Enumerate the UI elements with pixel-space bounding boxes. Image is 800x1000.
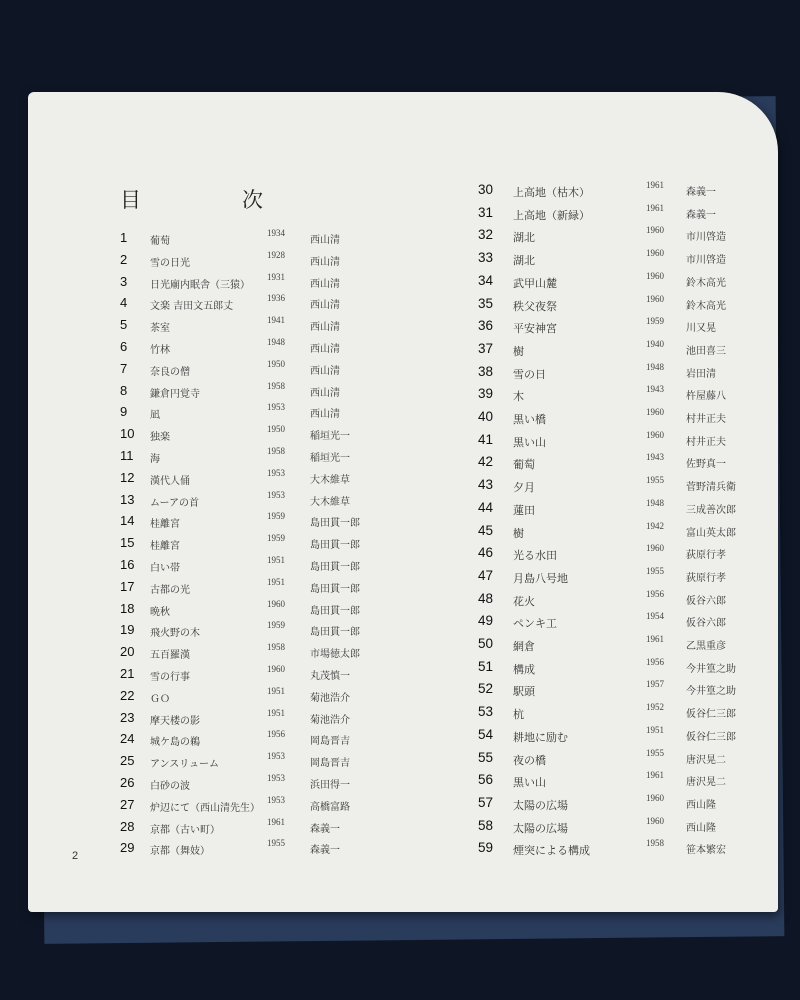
entry-number: 55 — [478, 749, 494, 765]
entry-number: 12 — [120, 469, 135, 485]
entry-author: 菅野清兵衛 — [686, 482, 736, 494]
entry-year: 1950 — [267, 424, 285, 435]
entry-title: 光る水田 — [513, 549, 557, 563]
entry-author: 島田貫一郎 — [310, 540, 360, 552]
entry-author: 西山清 — [310, 278, 340, 290]
entry-author: 島田貫一郎 — [310, 518, 360, 530]
entry-number: 13 — [120, 491, 135, 507]
entry-author: 稲垣光一 — [310, 453, 350, 464]
entry-title: 漢代人俑 — [150, 475, 190, 487]
entry-year: 1943 — [646, 452, 664, 463]
entry-title: 雪の行事 — [150, 672, 190, 683]
entry-number: 29 — [120, 840, 135, 856]
entry-number: 17 — [120, 578, 135, 594]
entry-year: 1948 — [267, 337, 285, 347]
entry-number: 49 — [478, 613, 494, 629]
entry-number: 21 — [120, 666, 135, 681]
entry-author: 西山清 — [310, 365, 340, 377]
entry-year: 1951 — [267, 707, 285, 718]
entry-number: 24 — [120, 731, 135, 747]
entry-year: 1953 — [267, 794, 285, 805]
entry-title: 茶室 — [150, 323, 170, 335]
entry-title: 鎌倉円覚寺 — [150, 388, 200, 400]
entry-title: 上高地（新緑） — [513, 208, 590, 222]
entry-year: 1953 — [267, 489, 285, 500]
entry-number: 22 — [120, 687, 135, 703]
entry-author: 丸茂慎一 — [310, 671, 350, 682]
entry-number: 1 — [120, 230, 128, 245]
entry-number: 45 — [478, 522, 494, 538]
entry-year: 1961 — [646, 634, 664, 644]
entry-title: 夕月 — [513, 481, 535, 495]
entry-number: 9 — [120, 404, 128, 420]
entry-year: 1941 — [267, 315, 285, 326]
entry-author: 荻原行孝 — [686, 572, 726, 584]
entry-number: 42 — [478, 454, 494, 470]
entry-number: 57 — [478, 794, 494, 810]
entry-year: 1954 — [646, 611, 664, 622]
entry-title: 海 — [150, 454, 160, 465]
entry-title: 竹林 — [150, 345, 170, 356]
entry-number: 8 — [120, 382, 128, 398]
entry-year: 1960 — [646, 407, 664, 417]
entry-number: 30 — [478, 182, 494, 197]
entry-author: 西山清 — [310, 300, 340, 312]
entry-number: 26 — [120, 775, 135, 790]
entry-year: 1936 — [267, 293, 285, 304]
entry-title: 樹 — [513, 526, 524, 540]
entry-number: 19 — [120, 622, 135, 638]
entry-author: 川又晃 — [686, 323, 716, 335]
entry-title: ムーアの首 — [150, 497, 199, 509]
entry-author: 唐沢晃二 — [686, 754, 726, 766]
entry-author: 仮谷六郎 — [686, 595, 726, 607]
entry-title: 葡萄 — [150, 236, 170, 247]
entry-title: 杭 — [513, 708, 524, 722]
entry-number: 35 — [478, 295, 494, 311]
entry-title: 湖北 — [513, 254, 535, 268]
entry-number: 6 — [120, 339, 128, 354]
entry-number: 31 — [478, 204, 494, 220]
entry-title: 桂離宮 — [150, 519, 180, 531]
entry-author: 仮谷六郎 — [686, 618, 726, 630]
entry-author: 菊池浩介 — [310, 692, 350, 704]
entry-author: 西山隆 — [686, 799, 716, 811]
entry-year: 1953 — [267, 773, 285, 783]
entry-year: 1958 — [267, 446, 285, 456]
entry-number: 2 — [120, 251, 128, 267]
entry-number: 3 — [120, 273, 128, 289]
entry-author: 富山英太郎 — [686, 527, 736, 539]
entry-year: 1960 — [646, 429, 664, 440]
entry-number: 20 — [120, 644, 135, 660]
entry-title: 独楽 — [150, 432, 170, 444]
entry-title: 太陽の広場 — [513, 821, 568, 835]
entry-title: 花火 — [513, 594, 535, 608]
entry-title: 網倉 — [513, 640, 535, 653]
entry-author: 市川啓造 — [686, 232, 726, 244]
entry-title: 耕地に励む — [513, 730, 568, 744]
entry-title: 木 — [513, 390, 524, 404]
entry-number: 10 — [120, 426, 135, 442]
entry-year: 1960 — [646, 248, 664, 259]
entry-author: 西山清 — [310, 256, 340, 268]
entry-year: 1953 — [267, 467, 285, 478]
entry-title: 雪の日光 — [150, 257, 190, 269]
entry-year: 1960 — [646, 543, 664, 554]
entry-number: 23 — [120, 709, 135, 725]
entry-author: 仮谷仁三郎 — [686, 709, 736, 721]
entry-title: 雪の日 — [513, 367, 546, 381]
entry-year: 1931 — [267, 271, 285, 282]
entry-year: 1955 — [646, 475, 664, 486]
entry-number: 14 — [120, 513, 135, 529]
entry-number: 41 — [478, 431, 494, 447]
entry-number: 28 — [120, 818, 135, 834]
entry-year: 1953 — [267, 751, 285, 762]
entry-year: 1960 — [267, 664, 285, 674]
entry-title: 晩秋 — [150, 606, 170, 618]
entry-year: 1955 — [646, 747, 664, 758]
entry-author: 森義一 — [310, 823, 340, 835]
entry-author: 村井正夫 — [686, 436, 726, 448]
entry-author: 西山清 — [310, 409, 340, 421]
entry-year: 1960 — [646, 815, 664, 826]
entry-title: 駅頭 — [513, 685, 535, 699]
entry-number: 32 — [478, 227, 494, 243]
entry-title: 湖北 — [513, 231, 535, 245]
entry-number: 38 — [478, 363, 494, 379]
entry-author: 杵屋藤八 — [686, 391, 726, 403]
entry-author: 市川啓造 — [686, 255, 726, 267]
entry-title: アンスリューム — [150, 759, 219, 771]
entry-year: 1961 — [646, 180, 664, 190]
entry-title: 飛火野の木 — [150, 628, 200, 640]
entry-year: 1950 — [267, 358, 285, 369]
entry-year: 1961 — [267, 816, 285, 827]
entry-number: 54 — [478, 726, 494, 742]
entry-author: 森義一 — [310, 845, 340, 857]
entry-title: 上高地（枯木） — [513, 186, 590, 199]
entry-number: 33 — [478, 250, 494, 266]
entry-year: 1955 — [646, 565, 664, 576]
entry-author: 大木維草 — [310, 474, 350, 486]
entry-author: 村井正夫 — [686, 414, 726, 425]
entry-author: 浜田得一 — [310, 780, 350, 791]
entry-author: 佐野真一 — [686, 459, 726, 471]
entry-year: 1958 — [267, 380, 285, 391]
entry-year: 1957 — [646, 679, 664, 690]
entry-year: 1960 — [646, 792, 664, 803]
toc-title: 目 次 — [120, 188, 303, 212]
entry-number: 46 — [478, 545, 494, 561]
entry-author: 唐沢晃二 — [686, 777, 726, 789]
entry-year: 1948 — [646, 497, 664, 508]
entry-author: 市場徳太郎 — [310, 649, 360, 661]
entry-title: 樹 — [513, 344, 524, 358]
entry-year: 1952 — [646, 702, 664, 713]
entry-year: 1956 — [267, 729, 285, 740]
entry-number: 40 — [478, 409, 494, 424]
entry-author: 仮谷仁三郎 — [686, 731, 736, 743]
entry-author: 森義一 — [686, 209, 716, 221]
entry-year: 1943 — [646, 384, 664, 395]
entry-author: 菊池浩介 — [310, 714, 350, 726]
entry-number: 59 — [478, 840, 494, 856]
entry-title: 黒い山 — [513, 776, 546, 790]
entry-title: 京都（古い町） — [150, 824, 220, 836]
entry-number: 15 — [120, 535, 135, 551]
entry-year: 1956 — [646, 656, 664, 667]
entry-number: 58 — [478, 817, 494, 833]
entry-year: 1958 — [267, 642, 285, 653]
entry-author: 岡島晋吉 — [310, 736, 350, 748]
entry-author: 岩田清 — [686, 368, 716, 380]
entry-author: 今井篁之助 — [686, 663, 736, 675]
entry-number: 50 — [478, 636, 494, 651]
entry-title: 白い帯 — [150, 563, 180, 574]
entry-author: 西山清 — [310, 322, 340, 334]
entry-number: 36 — [478, 318, 494, 334]
entry-number: 18 — [120, 600, 135, 616]
entry-title: 五百羅漢 — [150, 650, 190, 662]
entry-author: 島田貫一郎 — [310, 562, 360, 573]
entry-title: 煙突による構成 — [513, 844, 590, 858]
entry-year: 1948 — [646, 361, 664, 372]
entry-author: 島田貫一郎 — [310, 605, 360, 617]
entry-year: 1960 — [646, 270, 664, 281]
entry-author: 鈴木高光 — [686, 277, 726, 289]
entry-number: 51 — [478, 658, 494, 674]
entry-year: 1955 — [267, 838, 285, 849]
entry-author: 大木維草 — [310, 496, 350, 508]
entry-title: 古都の光 — [150, 584, 190, 596]
entry-author: 高橋富路 — [310, 801, 350, 813]
entry-author: 今井篁之助 — [686, 686, 736, 698]
entry-title: 摩天楼の影 — [150, 715, 200, 727]
entry-number: 47 — [478, 567, 494, 583]
entry-number: 7 — [120, 360, 128, 376]
entry-author: 島田貫一郎 — [310, 627, 360, 639]
entry-number: 4 — [120, 295, 128, 311]
entry-year: 1956 — [646, 588, 664, 599]
entry-year: 1959 — [267, 511, 285, 522]
entry-number: 52 — [478, 681, 494, 697]
entry-title: 黒い橋 — [513, 413, 546, 426]
entry-author: 荻原行孝 — [686, 550, 726, 562]
entry-year: 1960 — [646, 225, 664, 236]
entry-number: 43 — [478, 477, 494, 493]
entry-title: 月島八号地 — [513, 571, 568, 585]
entry-title: 城ケ島の鵜 — [150, 737, 200, 749]
entry-year: 1959 — [267, 620, 285, 631]
entry-number: 48 — [478, 590, 494, 606]
entry-year: 1942 — [646, 520, 664, 531]
entry-number: 27 — [120, 796, 135, 812]
entry-author: 西山隆 — [686, 822, 716, 834]
entry-year: 1934 — [267, 228, 285, 238]
entry-author: 稲垣光一 — [310, 431, 350, 443]
entry-year: 1951 — [267, 576, 285, 587]
entry-title: ＧＯ — [150, 693, 170, 705]
entry-author: 森義一 — [686, 187, 716, 198]
entry-year: 1959 — [646, 316, 664, 327]
entry-title: 白砂の波 — [150, 781, 190, 792]
entry-year: 1940 — [646, 338, 664, 349]
entry-title: 日光廟内眠舎（三猿） — [150, 279, 250, 291]
entry-year: 1958 — [646, 838, 664, 849]
book-page — [28, 92, 778, 912]
entry-title: 黒い山 — [513, 435, 546, 449]
entry-title: 夜の橋 — [513, 753, 546, 767]
entry-number: 11 — [120, 448, 134, 463]
entry-title: 葡萄 — [513, 458, 535, 472]
entry-year: 1951 — [646, 724, 664, 735]
entry-year: 1959 — [267, 533, 285, 544]
page-number: 2 — [72, 850, 79, 862]
entry-title: ペンキ工 — [513, 617, 557, 631]
entry-title: 蓮田 — [513, 503, 535, 517]
entry-title: 凪 — [150, 410, 160, 422]
entry-author: 鈴木高光 — [686, 300, 726, 312]
entry-year: 1953 — [267, 402, 285, 413]
entry-number: 5 — [120, 317, 128, 333]
entry-year: 1961 — [646, 202, 664, 213]
entry-author: 笹本繁宏 — [686, 845, 726, 857]
entry-year: 1961 — [646, 770, 664, 781]
entry-title: 構成 — [513, 662, 535, 676]
entry-title: 桂離宮 — [150, 541, 180, 553]
entry-number: 34 — [478, 272, 494, 288]
entry-author: 乙黒重彦 — [686, 641, 726, 652]
entry-year: 1928 — [267, 249, 285, 260]
entry-number: 39 — [478, 386, 494, 402]
entry-number: 37 — [478, 340, 494, 356]
entry-number: 25 — [120, 753, 135, 769]
entry-number: 56 — [478, 772, 494, 788]
entry-number: 16 — [120, 557, 135, 572]
entry-author: 三成善次郎 — [686, 504, 736, 516]
entry-number: 44 — [478, 499, 494, 515]
entry-author: 池田喜三 — [686, 345, 726, 357]
entry-year: 1960 — [267, 598, 285, 609]
entry-number: 53 — [478, 704, 494, 720]
entry-author: 島田貫一郎 — [310, 583, 360, 595]
entry-year: 1960 — [646, 293, 664, 304]
entry-title: 文楽 吉田文五郎丈 — [150, 301, 234, 313]
entry-title: 京都（舞妓） — [150, 846, 210, 858]
entry-title: 武甲山麓 — [513, 276, 557, 290]
entry-title: 太陽の広場 — [513, 798, 568, 812]
entry-title: 秩父夜祭 — [513, 299, 557, 313]
entry-title: 炉辺にて（西山清先生） — [150, 802, 260, 814]
entry-author: 西山清 — [310, 344, 340, 355]
entry-author: 岡島晋吉 — [310, 758, 350, 770]
entry-title: 奈良の僧 — [150, 366, 190, 378]
entry-author: 西山清 — [310, 387, 340, 399]
entry-author: 西山清 — [310, 235, 340, 246]
entry-year: 1951 — [267, 685, 285, 696]
entry-year: 1951 — [267, 555, 285, 565]
entry-title: 平安神宮 — [513, 322, 557, 336]
